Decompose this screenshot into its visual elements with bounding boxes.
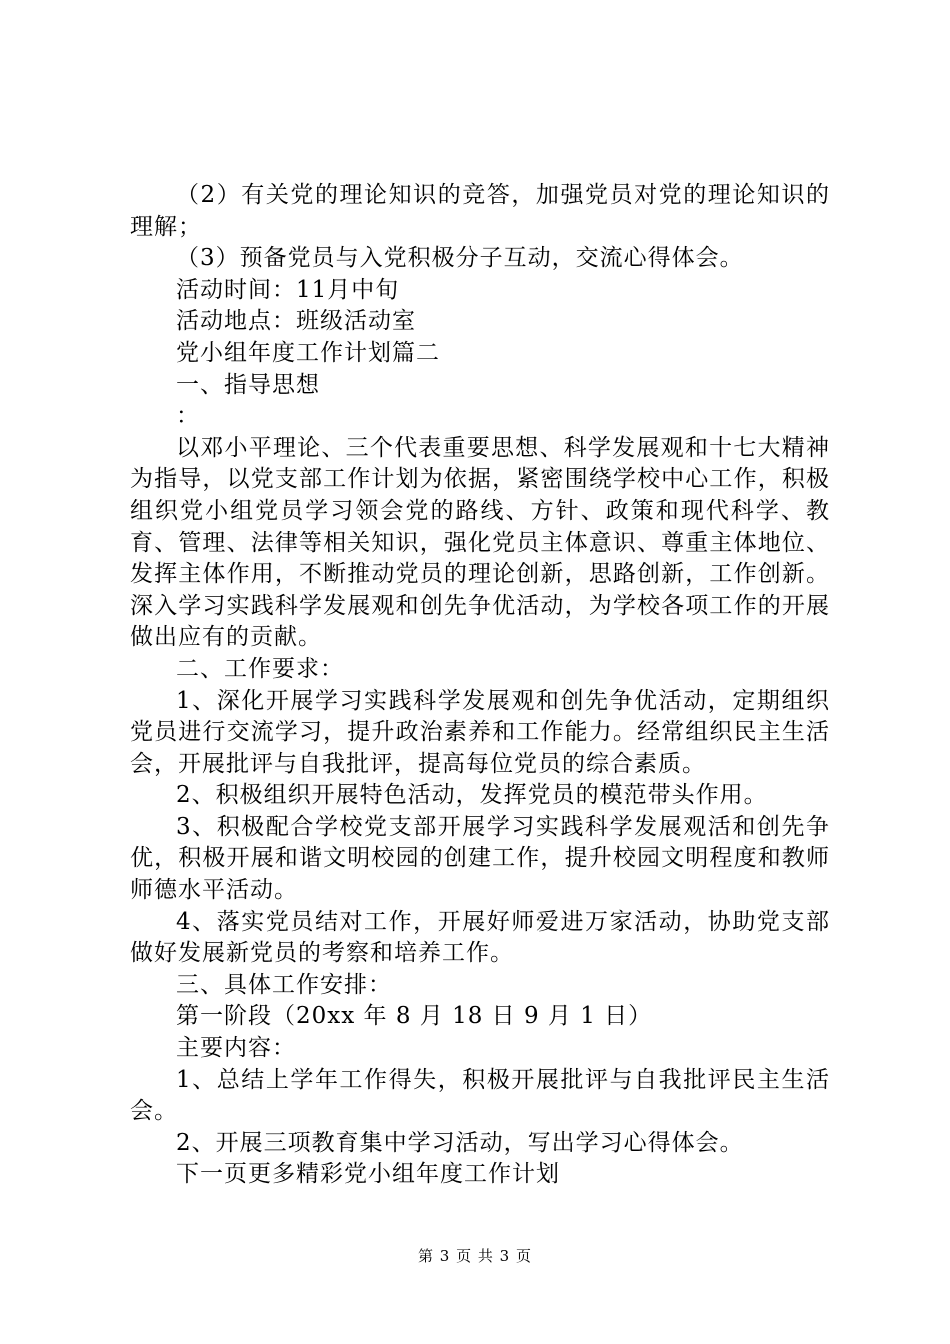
paragraph-activity-2: （2）有关党的理论知识的竞答，加强党员对党的理论知识的理解；	[130, 182, 830, 240]
paragraph-requirement-2: 2、积极组织开展特色活动，发挥党员的模范带头作用。	[176, 782, 768, 809]
paragraph-requirement-1: 1、深化开展学习实践科学发展观和创先争优活动，定期组织党员进行交流学习，提升政治素养和工作能力。经常组织民主生活会，开展批评与自我批评，提高每位党员的综合素质。	[130, 687, 830, 777]
heading-work-requirements: 二、工作要求：	[176, 655, 344, 682]
paragraph-next-page-link: 下一页更多精彩党小组年度工作计划	[176, 1161, 560, 1188]
page-footer: 第 3 页 共 3 页	[418, 1247, 532, 1265]
paragraph-requirement-4: 4、落实党员结对工作，开展好师爱进万家活动，协助党支部做好发展新党员的考察和培养工作。	[130, 908, 830, 967]
document-body	[130, 180, 830, 1191]
paragraph-stage-one: 第一阶段（20xx 年 8 月 18 日 9 月 1 日）	[176, 1003, 653, 1030]
paragraph-content-2: 2、开展三项教育集中学习活动，写出学习心得体会。	[176, 1129, 744, 1156]
paragraph-activity-location: 活动地点：班级活动室	[176, 308, 416, 335]
heading-guiding-ideology: 一、指导思想	[176, 371, 320, 398]
paragraph-guiding-ideology-body: 以邓小平理论、三个代表重要思想、科学发展观和十七大精神为指导，以党支部工作计划为依据，紧密围绕学校中心工作，积极组织党小组党员学习领会党的路线、方针、政策和现代科学、教育、管理、法律等相关知识，强化党员主体意识、尊重主体地位、发挥主体作用，不断推动党员的理论创新，思路创新，工作创新。深入学习实践科学发展观和创先争优活动，为学校各项工作的开展做出应有的贡献。	[130, 434, 830, 651]
paragraph-requirement-3: 3、积极配合学校党支部开展学习实践科学发展观活和创先争优，积极开展和谐文明校园的创建工作，提升校园文明程度和教师师德水平活动。	[130, 813, 830, 904]
section-title-part-two: 党小组年度工作计划篇二	[176, 339, 440, 366]
paragraph-content-1: 1、总结上学年工作得失，积极开展批评与自我批评民主生活会。	[130, 1066, 830, 1125]
paragraph-activity-time: 活动时间：11月中旬	[176, 276, 400, 303]
heading-specific-arrangements: 三、具体工作安排：	[176, 971, 392, 998]
paragraph-main-content-label: 主要内容：	[176, 1035, 296, 1062]
paragraph-activity-3: （3）预备党员与入党积极分子互动，交流心得体会。	[176, 245, 744, 272]
paragraph-colon: ：	[176, 403, 200, 430]
